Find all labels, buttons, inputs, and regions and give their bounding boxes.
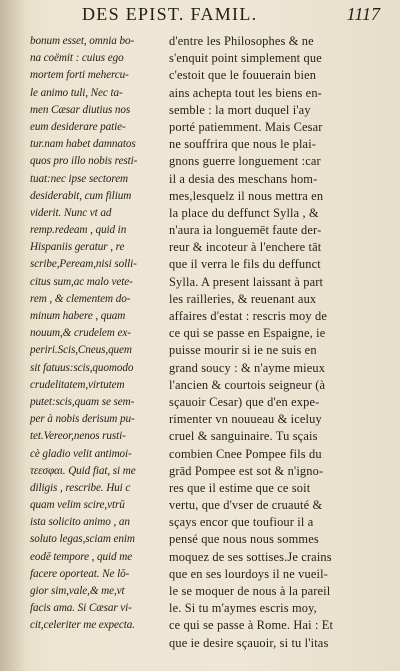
latin-text-line: per à nobis derisum pu- [30,413,135,426]
french-text-line: combien Cnee Pompee fils du [169,446,322,461]
french-text-line: affaires d'estat : rescris moy de [169,309,327,323]
latin-text-line: desiderabit, cum filium [30,189,132,202]
french-text-line: porté patiemment. Mais Cesar [169,119,323,134]
french-text-line: le. Si tu m'aymes escris moy, [169,601,317,616]
french-text-line: gnons guerre longuement :car [169,154,321,169]
latin-text-line: rem , & clementem do- [30,292,131,305]
french-column [169,33,385,652]
french-text-line: sçays encor que toufiour il a [169,515,314,530]
latin-text-line: putet:scis,quam se sem- [30,395,135,408]
french-text-line: la place du deffunct Sylla , & [169,205,319,220]
french-text-line: ce qui se passe en Espaigne, ie [169,326,326,341]
latin-text-line: ista solicito animo , an [30,516,130,529]
french-text-line: c'estoit que le fouuerain bien [169,68,317,83]
french-text-line: que il verra le fils du deffunct [169,257,321,272]
french-text-line: ains achepta tout les biens en- [169,85,322,100]
french-text-line: n'aura ia longuemēt faute der- [169,223,322,238]
french-text-line: le se moquer de nous à la pareil [169,584,331,598]
french-text-line: il a desia des meschans hom- [169,171,318,186]
latin-text-line: minum habere , quam [30,310,126,322]
latin-text-line: eum desiderare patie- [30,120,126,133]
latin-text-line: le animo tuli, Nec ta- [30,86,123,99]
latin-text-line: viderit. Nunc vt ad [30,206,112,219]
french-text-line: vertu, que d'vser de cruauté & [169,498,323,513]
latin-text-line: facis ama. Si Cæsar vi- [30,602,132,615]
latin-text-line: τεεσφαι. Quid fiat, si me [30,464,136,477]
latin-text-line: quos pro illo nobis resti- [30,155,138,168]
latin-text-line: periri.Scis,Cneus,quem [30,344,132,357]
french-text-line: que ie desire sçauoir, si tu l'itas [169,635,329,650]
french-text-line: cruel & sanguinaire. Tu sçais [169,429,318,444]
french-text-line: moquez de ses sottises.Je crains [169,549,332,564]
latin-text-line: nouum,& crudelem ex- [30,327,131,340]
latin-text-line: cè gladio velit antimoi- [30,447,132,460]
french-text-line: l'ancien & courtois seigneur (à [169,377,326,392]
french-text-line: grand soucy : & n'ayme mieux [169,360,326,375]
latin-text-line: eodē tempore , quid me [30,550,133,563]
french-text-line: Sylla. A present laissant à part [169,274,324,289]
latin-text-line: sit fatuus:scis,quomodo [30,361,134,374]
french-text-line: s'enquit point simplement que [169,51,322,66]
latin-text-line: Hispaniis geratur , re [30,241,125,254]
latin-text-line: crudelitatem,virtutem [30,378,125,391]
page-header [30,4,380,26]
french-text-line: que en ses lourdoys il ne vueil- [169,566,328,581]
french-text-line: pensé que nous nous sommes [169,532,319,547]
page-number: 1117 [346,4,380,24]
french-text-line: ne souffrira que nous le plai- [169,137,317,152]
latin-text-line: soluto legas,sciam enim [30,533,135,546]
latin-text-line: diligis , rescribe. Hui c [30,481,131,494]
latin-text-line: facere oporteat. Ne lō- [30,567,130,580]
french-text-line: d'entre les Philosophes & ne [169,34,314,48]
french-text-line: ce qui se passe à Rome. Hai : Et [169,618,334,633]
latin-text-line: tur.nam habet damnatos [30,138,136,151]
latin-text-line: cit,celeriter me expecta. [30,619,135,632]
french-text-line: res que il estime que ce soit [169,480,311,495]
latin-text-line: citus sum,ac malo vete- [30,275,133,288]
latin-text-line: tet.Vereor,nenos rusti- [30,430,126,443]
gutter-shadow [0,0,26,671]
latin-text-line: gior sim,vale,& me,vt [30,585,125,597]
latin-text-line: remp.redeam , quid in [30,224,127,237]
running-title: DES EPIST. FAMIL. [82,4,258,24]
french-text-line: les railleries, & reuenant aux [169,291,317,306]
latin-text-line: quam velim scire,vtrū [30,499,125,512]
latin-text-line: na coëmit : cuius ego [30,52,124,65]
latin-column [30,33,168,635]
latin-text-line: tuat:nec ipse sectorem [30,172,129,185]
french-text-line: rimenter vn nouueau & iceluy [169,412,322,427]
french-text-line: mes,lesquelz il nous mettra en [169,188,324,203]
latin-text-line: scribe,Peream,nisi solli- [30,258,137,271]
latin-text-line: men Cæsar diutius nos [30,103,131,116]
latin-text-line: bonum esset, omnia bo- [30,35,135,47]
french-text-line: puisse mourir si ie ne suis en [169,343,317,358]
french-text-line: reur & incoteur à l'enchere tāt [169,240,322,255]
french-text-line: semble : la mort duquel i'ay [169,102,311,117]
french-text-line: sçauoir Cesar) que d'en expe- [169,394,320,409]
latin-text-line: mortem forti mehercu- [30,69,129,82]
french-text-line: grād Pompee est sot & n'igno- [169,463,324,478]
